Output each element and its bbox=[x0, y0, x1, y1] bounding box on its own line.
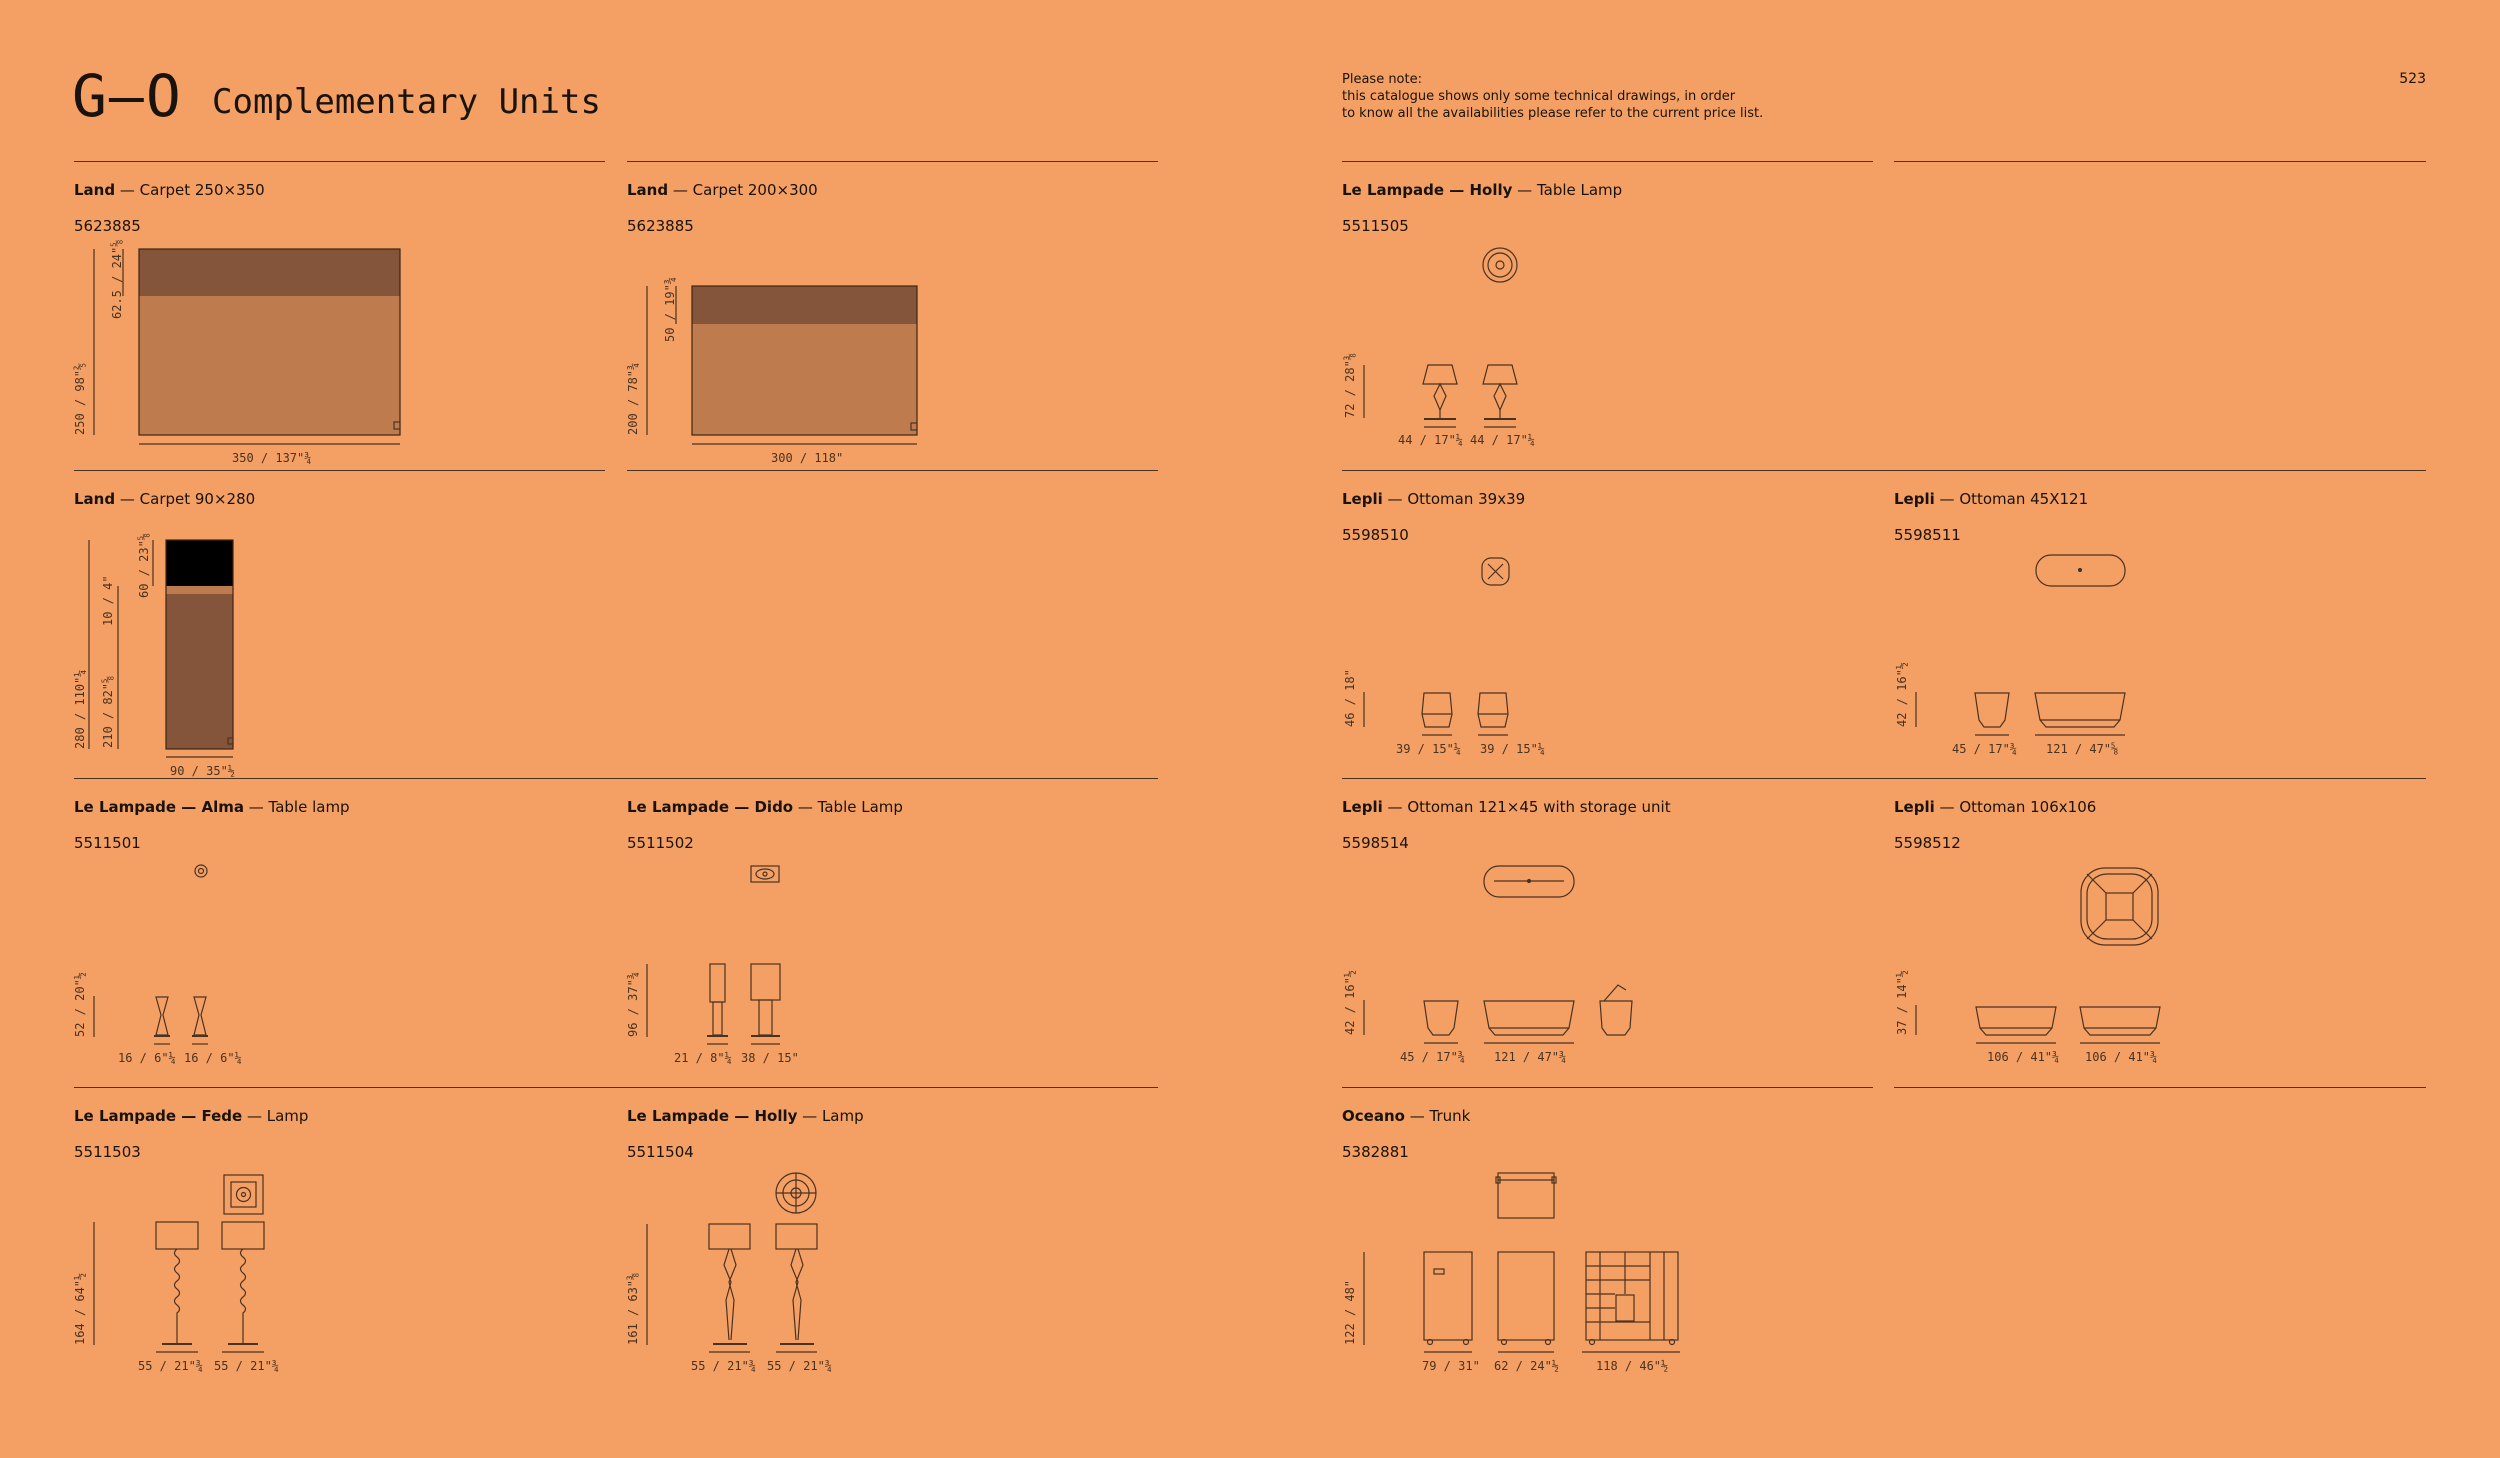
product-name: Ottoman 39x39 bbox=[1407, 490, 1526, 508]
carpet-250x350-drawing bbox=[94, 249, 400, 444]
brand: Le Lampade — Dido bbox=[627, 798, 794, 816]
carpet-strip bbox=[166, 586, 233, 594]
dimension-label: 38 / 15" bbox=[741, 1051, 799, 1065]
separator: — bbox=[797, 1107, 822, 1125]
separator: — bbox=[1382, 490, 1408, 508]
dimension-label: 21 / 8"¼ bbox=[674, 1051, 732, 1065]
brand: Lepli bbox=[1894, 798, 1935, 816]
note-line: this catalogue shows only some technical drawings, in order bbox=[1342, 89, 1736, 104]
dimension-label: 210 / 82"⅝ bbox=[101, 675, 115, 748]
product-name: Carpet 90×280 bbox=[139, 490, 256, 508]
product-name: Ottoman 121×45 with storage unit bbox=[1407, 798, 1671, 816]
carpet-200x300-drawing bbox=[647, 286, 917, 444]
separator: — bbox=[1404, 1107, 1430, 1125]
dimension-label: 44 / 17"¼ bbox=[1470, 433, 1536, 447]
dimension-label: 106 / 41"¾ bbox=[2085, 1050, 2158, 1064]
carpet-band-black bbox=[166, 540, 233, 586]
dimension-label: 42 / 16"½ bbox=[1895, 661, 1909, 727]
dimension-label: 39 / 15"¼ bbox=[1396, 742, 1462, 756]
dimension-label: 79 / 31" bbox=[1422, 1359, 1480, 1373]
dimension-label: 55 / 21"¾ bbox=[691, 1359, 757, 1373]
separator: — bbox=[793, 798, 818, 816]
product-name: Table Lamp bbox=[1536, 181, 1623, 199]
dimension-label: 55 / 21"¾ bbox=[138, 1359, 204, 1373]
product-name: Carpet 250×350 bbox=[139, 181, 265, 199]
dimension-label: 72 / 28"⅜ bbox=[1343, 352, 1357, 418]
carpet-band bbox=[692, 286, 917, 324]
product-code: 5511503 bbox=[74, 1143, 141, 1161]
dimension-label: 118 / 46"½ bbox=[1596, 1359, 1669, 1373]
product-code: 5511501 bbox=[74, 834, 141, 852]
product-code: 5511505 bbox=[1342, 217, 1409, 235]
brand: Le Lampade — Holly bbox=[1342, 181, 1513, 199]
dimension-label: 55 / 21"¾ bbox=[214, 1359, 280, 1373]
carpet-body bbox=[139, 296, 400, 435]
lepli-39x39-drawing bbox=[1364, 558, 1509, 735]
dido-lamp-drawing bbox=[647, 866, 780, 1044]
product-name: Carpet 200×300 bbox=[692, 181, 818, 199]
separator: — bbox=[1512, 181, 1537, 199]
product-code: 5623885 bbox=[627, 217, 694, 235]
brand: Le Lampade — Fede bbox=[74, 1107, 243, 1125]
product-code: 5598510 bbox=[1342, 526, 1409, 544]
lepli-106x106-drawing bbox=[1916, 868, 2160, 1043]
holly-table-lamp-drawing bbox=[1364, 248, 1517, 427]
dimension-label: 62.5 / 24"⅝ bbox=[110, 239, 124, 319]
brand: Lepli bbox=[1342, 798, 1383, 816]
product-name: Lamp bbox=[266, 1107, 309, 1125]
lepli-121x45-storage-drawing bbox=[1364, 866, 1632, 1043]
dimension-label: 10 / 4" bbox=[101, 575, 115, 626]
dimension-label: 250 / 98"⅖ bbox=[73, 362, 87, 435]
oceano-trunk-drawing bbox=[1364, 1173, 1680, 1352]
dimension-label: 90 / 35"½ bbox=[170, 764, 236, 778]
separator: — bbox=[1382, 798, 1408, 816]
lepli-45x121-drawing bbox=[1916, 555, 2125, 735]
product-name: Table lamp bbox=[268, 798, 350, 816]
page-number: 523 bbox=[2399, 71, 2426, 87]
holly-lamp-drawing bbox=[647, 1173, 817, 1352]
dimension-label: 52 / 20"½ bbox=[73, 971, 87, 1037]
section-title: Complementary Units bbox=[212, 82, 601, 122]
dimension-label: 16 / 6"¼ bbox=[118, 1051, 176, 1065]
dimension-label: 46 / 18" bbox=[1343, 669, 1357, 727]
brand: Le Lampade — Holly bbox=[627, 1107, 798, 1125]
product-code: 5598511 bbox=[1894, 526, 1961, 544]
dimension-label: 37 / 14"½ bbox=[1895, 969, 1909, 1035]
alma-lamp-drawing bbox=[94, 865, 208, 1044]
separator: — bbox=[668, 181, 693, 199]
product-code: 5598514 bbox=[1342, 834, 1409, 852]
dimension-label: 45 / 17"¾ bbox=[1952, 742, 2018, 756]
dimension-label: 96 / 37"¾ bbox=[626, 971, 640, 1037]
separator: — bbox=[243, 798, 269, 816]
dimension-label: 121 / 47"¾ bbox=[1494, 1050, 1567, 1064]
product-code: 5511504 bbox=[627, 1143, 694, 1161]
dimension-label: 55 / 21"¾ bbox=[767, 1359, 833, 1373]
brand: Lepli bbox=[1894, 490, 1935, 508]
separator: — bbox=[1934, 798, 1960, 816]
dimension-label: 44 / 17"¼ bbox=[1398, 433, 1464, 447]
brand: Land bbox=[74, 181, 116, 199]
carpet-body bbox=[692, 324, 917, 435]
carpet-body bbox=[166, 594, 233, 749]
separator: — bbox=[115, 181, 140, 199]
dimension-label: 16 / 6"¼ bbox=[184, 1051, 242, 1065]
dimension-label: 122 / 48" bbox=[1343, 1279, 1357, 1345]
dimension-label: 42 / 16"½ bbox=[1343, 969, 1357, 1035]
brand: Le Lampade — Alma bbox=[74, 798, 244, 816]
dimension-label: 200 / 78"¾ bbox=[626, 362, 640, 435]
product-name: Lamp bbox=[821, 1107, 864, 1125]
dimension-label: 39 / 15"¼ bbox=[1480, 742, 1546, 756]
product-name: Ottoman 45X121 bbox=[1959, 490, 2089, 508]
section-code: G–O bbox=[72, 62, 183, 130]
dimension-label: 62 / 24"½ bbox=[1494, 1359, 1560, 1373]
dimension-label: 106 / 41"¾ bbox=[1987, 1050, 2060, 1064]
separator: — bbox=[242, 1107, 267, 1125]
brand: Land bbox=[74, 490, 116, 508]
brand: Oceano bbox=[1342, 1107, 1405, 1125]
product-code: 5382881 bbox=[1342, 1143, 1409, 1161]
note-line: to know all the availabilities please refer to the current price list. bbox=[1342, 106, 1764, 121]
note-line: Please note: bbox=[1342, 72, 1422, 87]
dimension-label: 280 / 110"¼ bbox=[73, 669, 87, 749]
product-code: 5511502 bbox=[627, 834, 694, 852]
product-code: 5623885 bbox=[74, 217, 141, 235]
dimension-label: 161 / 63"⅜ bbox=[626, 1272, 640, 1345]
separator: — bbox=[1934, 490, 1960, 508]
dimension-label: 60 / 23"⅝ bbox=[137, 532, 151, 598]
dimension-label: 350 / 137"¾ bbox=[232, 451, 312, 465]
dimension-label: 300 / 118" bbox=[771, 451, 844, 465]
dimension-label: 45 / 17"¾ bbox=[1400, 1050, 1466, 1064]
carpet-band bbox=[139, 249, 400, 296]
product-name: Trunk bbox=[1429, 1107, 1471, 1125]
brand: Lepli bbox=[1342, 490, 1383, 508]
dimension-label: 164 / 64"½ bbox=[73, 1272, 87, 1345]
fede-lamp-drawing bbox=[94, 1175, 264, 1352]
product-name: Ottoman 106x106 bbox=[1959, 798, 2097, 816]
separator: — bbox=[115, 490, 140, 508]
brand: Land bbox=[627, 181, 669, 199]
product-code: 5598512 bbox=[1894, 834, 1961, 852]
product-name: Table Lamp bbox=[817, 798, 903, 816]
dimension-label: 50 / 19"¾ bbox=[663, 276, 677, 342]
dimension-label: 121 / 47"⅝ bbox=[2046, 742, 2119, 756]
